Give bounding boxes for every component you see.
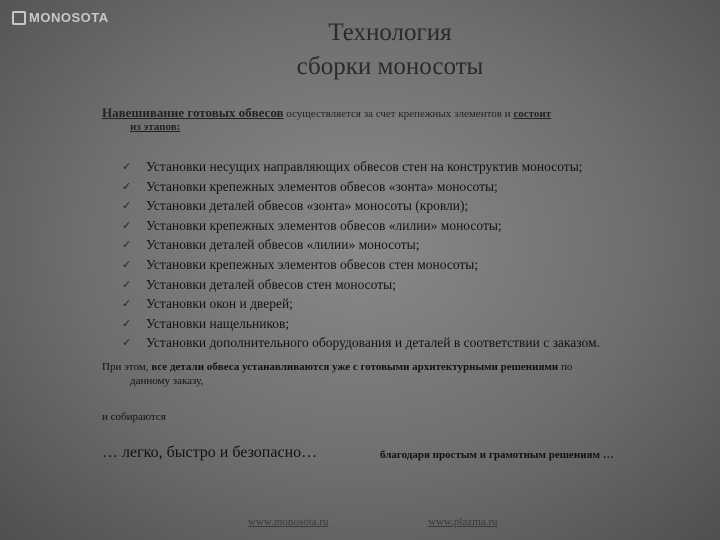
step-text: Установки деталей обвесов стен моносоты; xyxy=(146,276,396,292)
intro-second-line: из этапов: xyxy=(130,121,181,133)
list-item xyxy=(122,157,712,177)
collect-text: и собираются xyxy=(102,411,166,423)
step-text: Установки окон и дверей; xyxy=(146,296,293,312)
checkmark-icon: ✓ xyxy=(122,218,132,232)
intro-paragraph xyxy=(102,106,702,134)
list-item xyxy=(122,255,712,275)
brand-logo xyxy=(12,10,109,25)
title-line-2: сборки моносоты xyxy=(296,53,484,80)
checkmark-icon: ✓ xyxy=(122,277,132,291)
step-text: Установки крепежных элементов обвесов «лилии» моносоты; xyxy=(146,217,502,233)
step-text: Установки нащельников; xyxy=(146,315,290,331)
checkmark-icon: ✓ xyxy=(122,297,132,311)
list-item xyxy=(122,177,712,197)
note-prefix: При этом, xyxy=(102,361,152,373)
step-text: Установки крепежных элементов обвесов стен моносоты; xyxy=(146,256,479,272)
title-line-1: Технология xyxy=(328,19,452,46)
note-bold: все детали обвеса устанавливаются уже с готовыми архитектурными решениями xyxy=(151,361,559,373)
tagline-secondary: благодаря простым и грамотным решениям … xyxy=(380,449,614,461)
checkmark-icon: ✓ xyxy=(122,316,132,330)
checkmark-icon: ✓ xyxy=(122,160,132,173)
note-suffix: по xyxy=(558,361,573,373)
list-item xyxy=(122,275,712,295)
checkmark-icon: ✓ xyxy=(122,199,132,213)
logo-mark-icon xyxy=(12,11,26,25)
list-item xyxy=(122,235,712,255)
step-text: Установки деталей обвесов «лилии» моносоты; xyxy=(146,237,420,253)
page-title xyxy=(200,16,580,84)
list-item xyxy=(122,196,712,216)
list-item xyxy=(122,333,712,353)
tagline: … легко, быстро и безопасно… xyxy=(102,444,318,461)
list-item xyxy=(122,314,712,334)
checkmark-icon: ✓ xyxy=(122,257,132,271)
checkmark-icon: ✓ xyxy=(122,179,132,193)
list-item xyxy=(122,216,712,236)
intro-tail: состоит xyxy=(513,108,552,120)
note-second-line: данному заказу, xyxy=(130,375,204,387)
steps-list xyxy=(122,157,712,353)
logo-text: MONOSOTA xyxy=(29,10,109,25)
checkmark-icon: ✓ xyxy=(122,238,132,252)
link-plazma[interactable]: www.plazma.ru xyxy=(428,516,498,528)
list-item xyxy=(122,294,712,314)
step-text: Установки несущих направляющих обвесов стен на конструктив моносоты; xyxy=(146,159,583,174)
note-paragraph xyxy=(102,360,707,388)
step-text: Установки деталей обвесов «зонта» моносоты (кровли); xyxy=(146,198,469,214)
step-text: Установки крепежных элементов обвесов «зонта» моносоты; xyxy=(146,178,498,194)
intro-middle: осуществляется за счет крепежных элементов и xyxy=(283,108,514,120)
intro-lead: Навешивание готовых обвесов xyxy=(102,105,284,120)
step-text: Установки дополнительного оборудования и деталей в соответствии с заказом. xyxy=(146,335,600,351)
checkmark-icon: ✓ xyxy=(122,336,132,350)
link-monosota[interactable]: www.monosota.ru xyxy=(248,516,329,528)
